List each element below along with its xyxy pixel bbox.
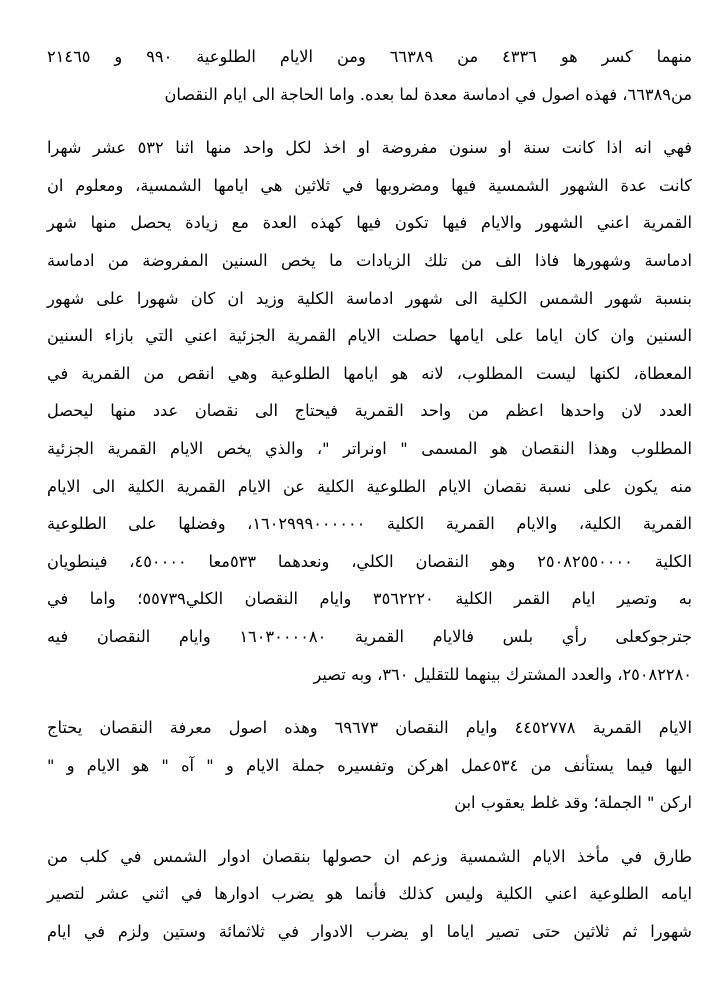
text-line: السنين وان كان اياما على ايامها حصلت الايام القمرية الجزئية اعني التي بازاء السنين xyxy=(47,326,692,346)
text-line: به وتصير ايام القمر الكلية ٣٥٦٢٢٢٠ وايام النقصان الكلي٥٥٧٣٩؛ واما في xyxy=(47,589,692,609)
text-line: اركن " الجملة؛ وقد غلط يعقوب ابن xyxy=(454,793,692,813)
text-line: شهورا ثم ثلاثين حتى تصير اياما او يضرب الادوار في ثلاثمائة وستين ولزم في ايام xyxy=(47,922,692,942)
text-line: جترجوكعلى رأي بلس فالايام القمرية ١٦٠٣٠٠٠٠٨٠ وايام النقصان فيه xyxy=(46,626,692,646)
text-line: الكلية ٢٥٠٨٢٥٥٠٠٠٠ وهو النقصان الكلي، ونعدهما ٥٣٣معا ٤٥٠٠٠٠، فينطويان xyxy=(47,551,692,571)
text-line: كانت عدة الشهور الشمسية فيها ومضروبها في ثلاثين هي ايامها الشمسية، ومعلوم ان xyxy=(47,175,692,195)
text-line: المطلوب وهذا النقصان هو المسمى " اونراتر "، والذي يخص الايام القمرية الجزئية xyxy=(47,438,692,458)
document-page xyxy=(47,38,692,966)
text-line: القمرية اعني الشهور والايام فيها تكون فيها كهذه العدة مع زيادة يحصل منها شهر xyxy=(47,213,692,233)
text-line: ٢٥٠٨٢٢٨٠، والعدد المشترك بينهما للتقليل ٣٦٠، وبه تصير xyxy=(313,664,692,684)
text-line: من٦٦٣٨٩، فهذه اصول في ادماسة معدة لما بعده. واما الحاجة الى ايام النقصان xyxy=(164,84,692,104)
text-line: طارق في مأخذ الايام الشمسية وزعم ان حصولها بنقصان ادوار الشمس في كلب من xyxy=(47,846,692,866)
text-line: القمرية الكلية، والايام القمرية الكلية ١٦٠٢٩٩٩٠٠٠٠٠٠، وفضلها على الطلوعية xyxy=(47,514,692,534)
paragraph-4 xyxy=(47,838,692,951)
text-line: ايامه الطلوعية اعني الكلية وليس كذلك فأنما هو يضرب ادوارها في اثني عشر لتصير xyxy=(47,884,692,904)
text-line: منه يكون على نسبة نقصان الايام الطلوعية الكلية عن الايام القمرية الكلية الى الايام xyxy=(47,476,692,496)
text-line: ادماسة وشهورها فاذا الف من تلك الزيادات ما يخص السنين المفروضة من ادماسة xyxy=(47,250,692,270)
text-line: اليها فيما يستأنف من ٥٣٤عمل اهركن وتفسيره جملة الايام و " آه " هو الايام و " xyxy=(47,755,692,775)
text-line: فهي انه اذا كانت سنة او سنون مفروضة او اخذ لكل واحد منها اثنا ٥٣٢ عشر شهرا xyxy=(47,138,692,158)
text-line: الايام القمرية ٤٤٥٢٧٧٨ وايام النقصان ٦٩٦٧٣ وهذه اصول معرفة النقصان يحتاج xyxy=(47,718,692,738)
paragraph-3 xyxy=(47,709,692,822)
text-line: بنسبة شهور الشمس الكلية الى شهور ادماسة الكلية وزيد ان كان شهورا على شهور xyxy=(47,288,692,308)
text-line: المعطاة، لكنها ليست المطلوب، لانه هو ايامها الطلوعية وهي انقص من القمرية في xyxy=(47,363,692,383)
paragraph-1 xyxy=(47,38,692,113)
paragraph-2 xyxy=(47,129,692,693)
text-line: منهما كسر هو ٤٣٣٦ من ٦٦٣٨٩ ومن الايام الطلوعية ٩٩٠ و ٢١٤٦٥ xyxy=(46,47,692,66)
text-line: العدد لان واحدها اعظم من واحد القمرية فيحتاج الى نقصان عدد منها ليحصل xyxy=(47,401,692,421)
